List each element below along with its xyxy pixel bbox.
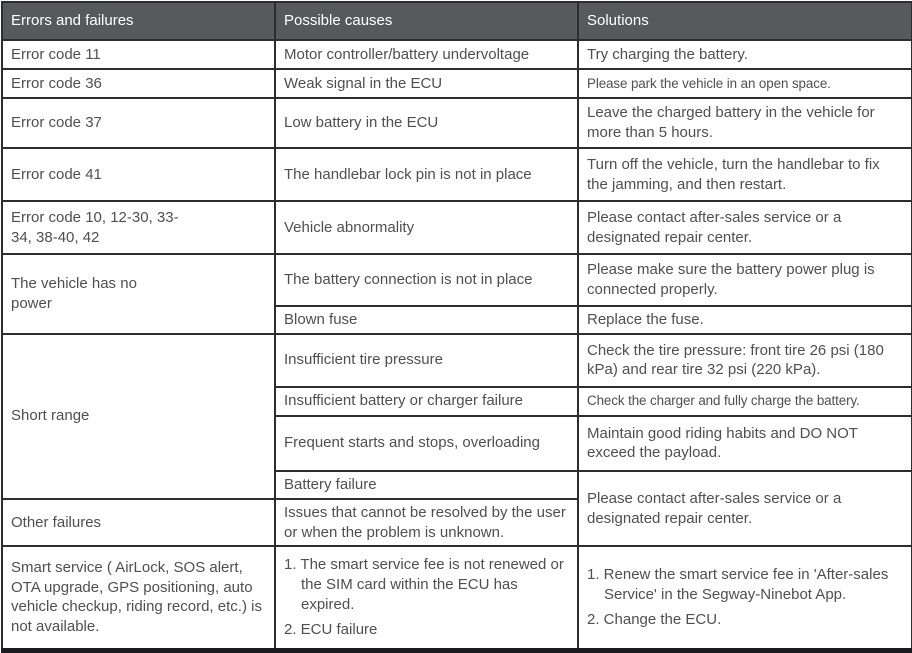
table-row: [2, 40, 912, 69]
table-row: [2, 148, 912, 201]
solution-cell: Turn off the vehicle, turn the handlebar to fix the jamming, and then restart.: [578, 148, 912, 201]
solution-cell: Please park the vehicle in an open space.: [578, 69, 912, 98]
numbered-item: 2. Change the ECU.: [587, 610, 722, 628]
cause-cell: Insufficient battery or charger failure: [275, 387, 578, 416]
error-cell: Error code 37: [2, 98, 275, 148]
error-cell: Error code 11: [2, 40, 275, 69]
table-row: [2, 201, 912, 254]
troubleshooting-table: [1, 1, 912, 653]
cause-cell: Low battery in the ECU: [275, 98, 578, 148]
error-cell: Short range: [2, 334, 275, 499]
cause-cell: Vehicle abnormality: [275, 201, 578, 254]
error-cell: Error code 36: [2, 69, 275, 98]
solution-cell: Check the tire pressure: front tire 26 psi (180 kPa) and rear tire 32 psi (220 kPa).: [578, 334, 912, 387]
error-cell: Smart service ( AirLock, SOS alert, OTA upgrade, GPS positioning, auto vehicle checkup, riding record, etc.) is not available.: [2, 546, 275, 650]
numbered-item: 1. Renew the smart service fee in 'After-sales Service' in the Segway-Ninebot App.: [587, 566, 889, 604]
solution-cell: Replace the fuse.: [578, 306, 912, 334]
solution-cell: Try charging the battery.: [578, 40, 912, 69]
cause-cell: Weak signal in the ECU: [275, 69, 578, 98]
cause-cell: The handlebar lock pin is not in place: [275, 148, 578, 201]
solution-cell: [578, 546, 912, 650]
numbered-item: 1. The smart service fee is not renewed or the SIM card within the ECU has expired.: [284, 556, 564, 613]
solution-cell: Leave the charged battery in the vehicle for more than 5 hours.: [578, 98, 912, 148]
numbered-item: 2. ECU failure: [284, 620, 378, 638]
column-header-solutions: Solutions: [578, 2, 912, 40]
solution-cell: Maintain good riding habits and DO NOT exceed the payload.: [578, 416, 912, 471]
cause-cell: Issues that cannot be resolved by the user or when the problem is unknown.: [275, 499, 578, 547]
table-row: [2, 69, 912, 98]
table-row: [2, 254, 912, 306]
cause-cell: Blown fuse: [275, 306, 578, 334]
error-cell: Other failures: [2, 499, 275, 547]
table-row: [2, 334, 912, 387]
solution-cell: Check the charger and fully charge the battery.: [578, 387, 912, 416]
header-row: [2, 2, 912, 40]
solution-cell: Please contact after-sales service or a designated repair center.: [578, 201, 912, 254]
cause-cell: Motor controller/battery undervoltage: [275, 40, 578, 69]
column-header-errors: Errors and failures: [2, 2, 275, 40]
column-header-causes: Possible causes: [275, 2, 578, 40]
error-text: Error code 10, 12-30, 33-34, 38-40, 42: [11, 208, 179, 246]
cause-cell: Frequent starts and stops, overloading: [275, 416, 578, 471]
error-cell: Error code 41: [2, 148, 275, 201]
table-row: [2, 546, 912, 650]
solution-cell: Please make sure the battery power plug is connected properly.: [578, 254, 912, 306]
table-row: [2, 98, 912, 148]
error-cell: [2, 201, 275, 254]
cause-cell: Insufficient tire pressure: [275, 334, 578, 387]
solution-cell: Please contact after-sales service or a designated repair center.: [578, 471, 912, 547]
error-text: The vehicle has no power: [11, 275, 137, 312]
cause-cell: [275, 546, 578, 650]
error-cell: [2, 254, 275, 334]
cause-cell: Battery failure: [275, 471, 578, 499]
cause-cell: The battery connection is not in place: [275, 254, 578, 306]
